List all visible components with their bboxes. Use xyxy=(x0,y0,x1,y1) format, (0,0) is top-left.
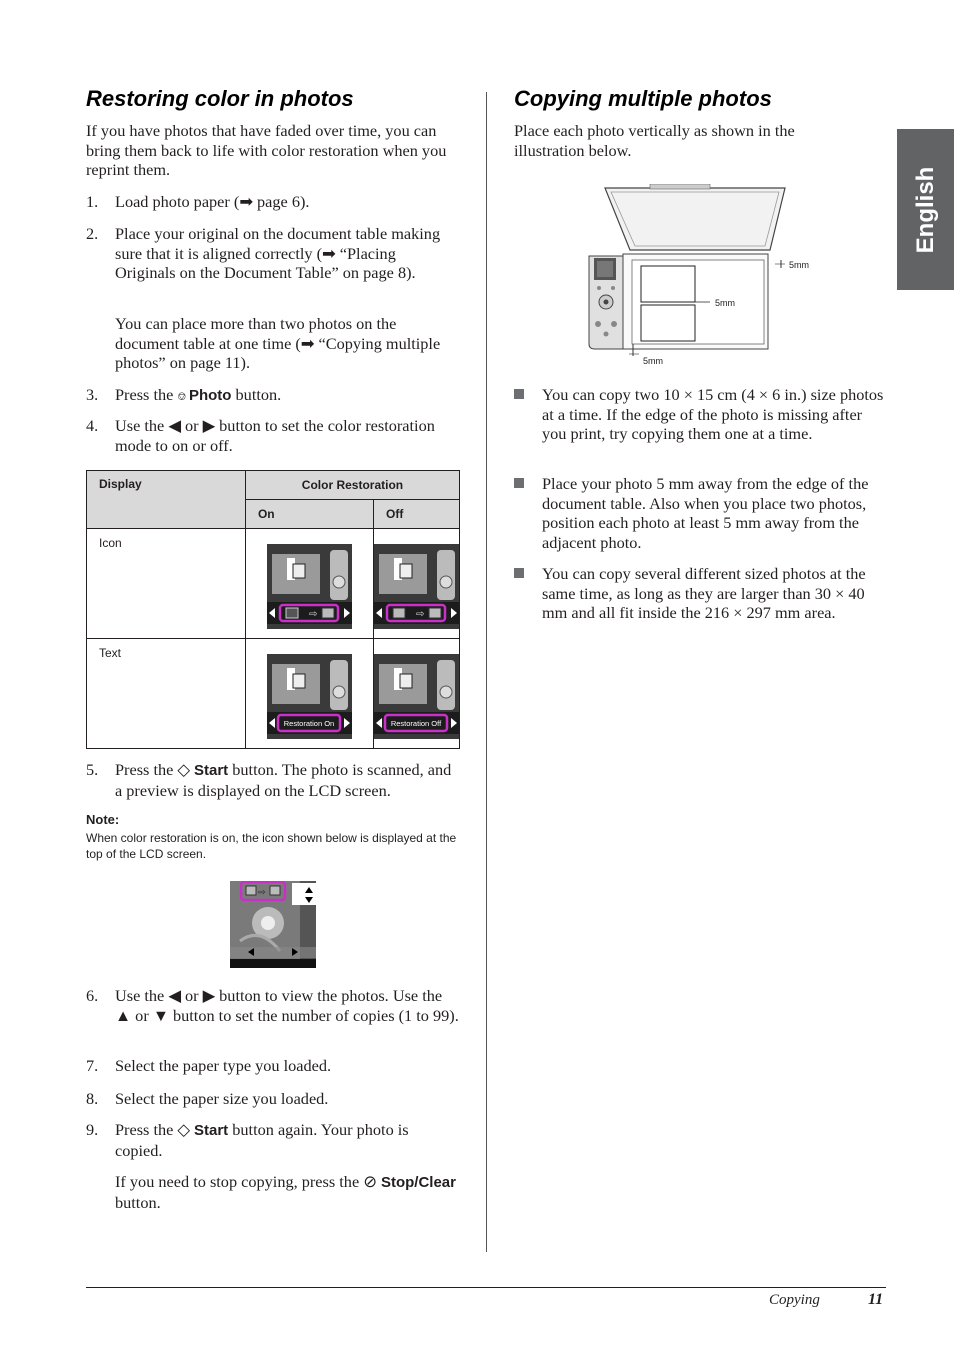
step-8-num: 8. xyxy=(86,1089,99,1108)
step-6-num: 6. xyxy=(86,986,99,1005)
bullet-2-text: Place your photo 5 mm away from the edge of the document table. Also when you place two photos, position each photo at least 5 mm away from the adjacent photo. xyxy=(542,474,869,552)
photo-button-icon: ⎊ xyxy=(177,391,189,403)
color-restoration-table xyxy=(86,470,460,749)
lcd-text-on xyxy=(267,654,352,739)
svg-text:⇨: ⇨ xyxy=(308,609,318,620)
step-3-text xyxy=(115,385,460,408)
footer-rule xyxy=(86,1287,886,1288)
cell-text-off xyxy=(374,639,460,749)
right-heading: Copying multiple photos xyxy=(514,86,772,111)
svg-text:Restoration On: Restoration On xyxy=(283,719,335,728)
stop-clear-button-label: Stop/Clear xyxy=(380,1174,456,1191)
note-heading: Note: xyxy=(86,812,120,827)
left-heading: Restoring color in photos xyxy=(86,86,354,111)
step-3-num: 3. xyxy=(86,385,99,404)
row-label-icon: Icon xyxy=(87,529,246,639)
lcd-text-off xyxy=(374,654,459,739)
start-button-label: Start xyxy=(194,762,229,779)
step-9-num: 9. xyxy=(86,1120,99,1139)
row-label-text: Text xyxy=(87,639,246,749)
step-8-text: Select the paper size you loaded. xyxy=(115,1089,329,1108)
step-1-num: 1. xyxy=(86,192,99,211)
svg-text:5mm: 5mm xyxy=(715,298,735,308)
start-button-label-2: Start xyxy=(194,1122,229,1139)
preview-lcd xyxy=(230,881,316,968)
step-3-pre: Press the xyxy=(115,385,178,404)
step-1-text: Load photo paper (➡ page 6). xyxy=(115,192,310,211)
note-body: When color restoration is on, the icon shown below is displayed at the top of the LCD screen. xyxy=(86,831,457,861)
step-4-num: 4. xyxy=(86,416,99,435)
step-2-num: 2. xyxy=(86,224,99,243)
table-header-color-restoration: Color Restoration xyxy=(245,471,459,500)
step-4-text: Use the ◀ or ▶ button to set the color restoration mode to on or off. xyxy=(115,416,435,455)
svg-text:5mm: 5mm xyxy=(789,260,809,270)
stop-text: If you need to stop copying, press the ⊘ Stop/Clear button. xyxy=(115,1172,456,1212)
svg-text:5mm: 5mm xyxy=(643,356,663,366)
lcd-icon-off xyxy=(374,544,459,629)
left-intro: If you have photos that have faded over time, you can bring them back to life with color restoration when you reprint them. xyxy=(86,121,447,179)
page-number: 11 xyxy=(868,1291,884,1308)
step-5-text: Press the ◇ Start button. The photo is scanned, and a preview is displayed on the LCD screen. xyxy=(115,760,452,800)
step-9-text: Press the ◇ Start button again. Your photo is copied. xyxy=(115,1120,409,1160)
photo-button-label: Photo xyxy=(188,387,232,404)
scanner-illustration xyxy=(585,184,825,368)
bullet-marker xyxy=(514,478,524,488)
table-header-on: On xyxy=(245,500,373,529)
lcd-icon-on xyxy=(267,544,352,629)
step-6-text: Use the ◀ or ▶ button to view the photos. Use the ▲ or ▼ button to set the number of copies (1 to 99). xyxy=(115,986,459,1025)
bullet-3-text: You can copy several different sized photos at the same time, as long as they are larger than 30 × 40 mm and all fit inside the 216 × 297 mm area. xyxy=(542,564,866,622)
bullet-marker xyxy=(514,568,524,578)
right-intro: Place each photo vertically as shown in the illustration below. xyxy=(514,121,795,160)
language-tab xyxy=(897,129,954,290)
step-7-num: 7. xyxy=(86,1056,99,1075)
column-divider xyxy=(486,92,487,1252)
table-header-display: Display xyxy=(87,471,246,529)
cell-icon-on xyxy=(245,529,373,639)
footer-section: Copying xyxy=(769,1292,820,1308)
table-header-off: Off xyxy=(374,500,460,529)
language-tab-label: English xyxy=(911,166,939,253)
step-2-text: Place your original on the document table making sure that it is aligned correctly (➡ “Placing Originals on the Document Table” on page 8). xyxy=(115,224,441,282)
svg-text:⇨: ⇨ xyxy=(258,888,266,898)
cell-text-on xyxy=(245,639,373,749)
step-7-text: Select the paper type you loaded. xyxy=(115,1056,332,1075)
cell-icon-off xyxy=(374,529,460,639)
step-2-extra: You can place more than two photos on the document table at one time (➡ “Copying multiple photos” on page 11). xyxy=(115,314,441,372)
svg-text:⇨: ⇨ xyxy=(416,609,425,620)
bullet-marker xyxy=(514,389,524,399)
svg-text:Restoration Off: Restoration Off xyxy=(390,719,442,728)
step-5-num: 5. xyxy=(86,760,99,779)
step-3-post: button. xyxy=(231,385,282,404)
bullet-1-text: You can copy two 10 × 15 cm (4 × 6 in.) size photos at a time. If the edge of the photo is missing after you print, try copying them one at a time. xyxy=(542,385,884,443)
